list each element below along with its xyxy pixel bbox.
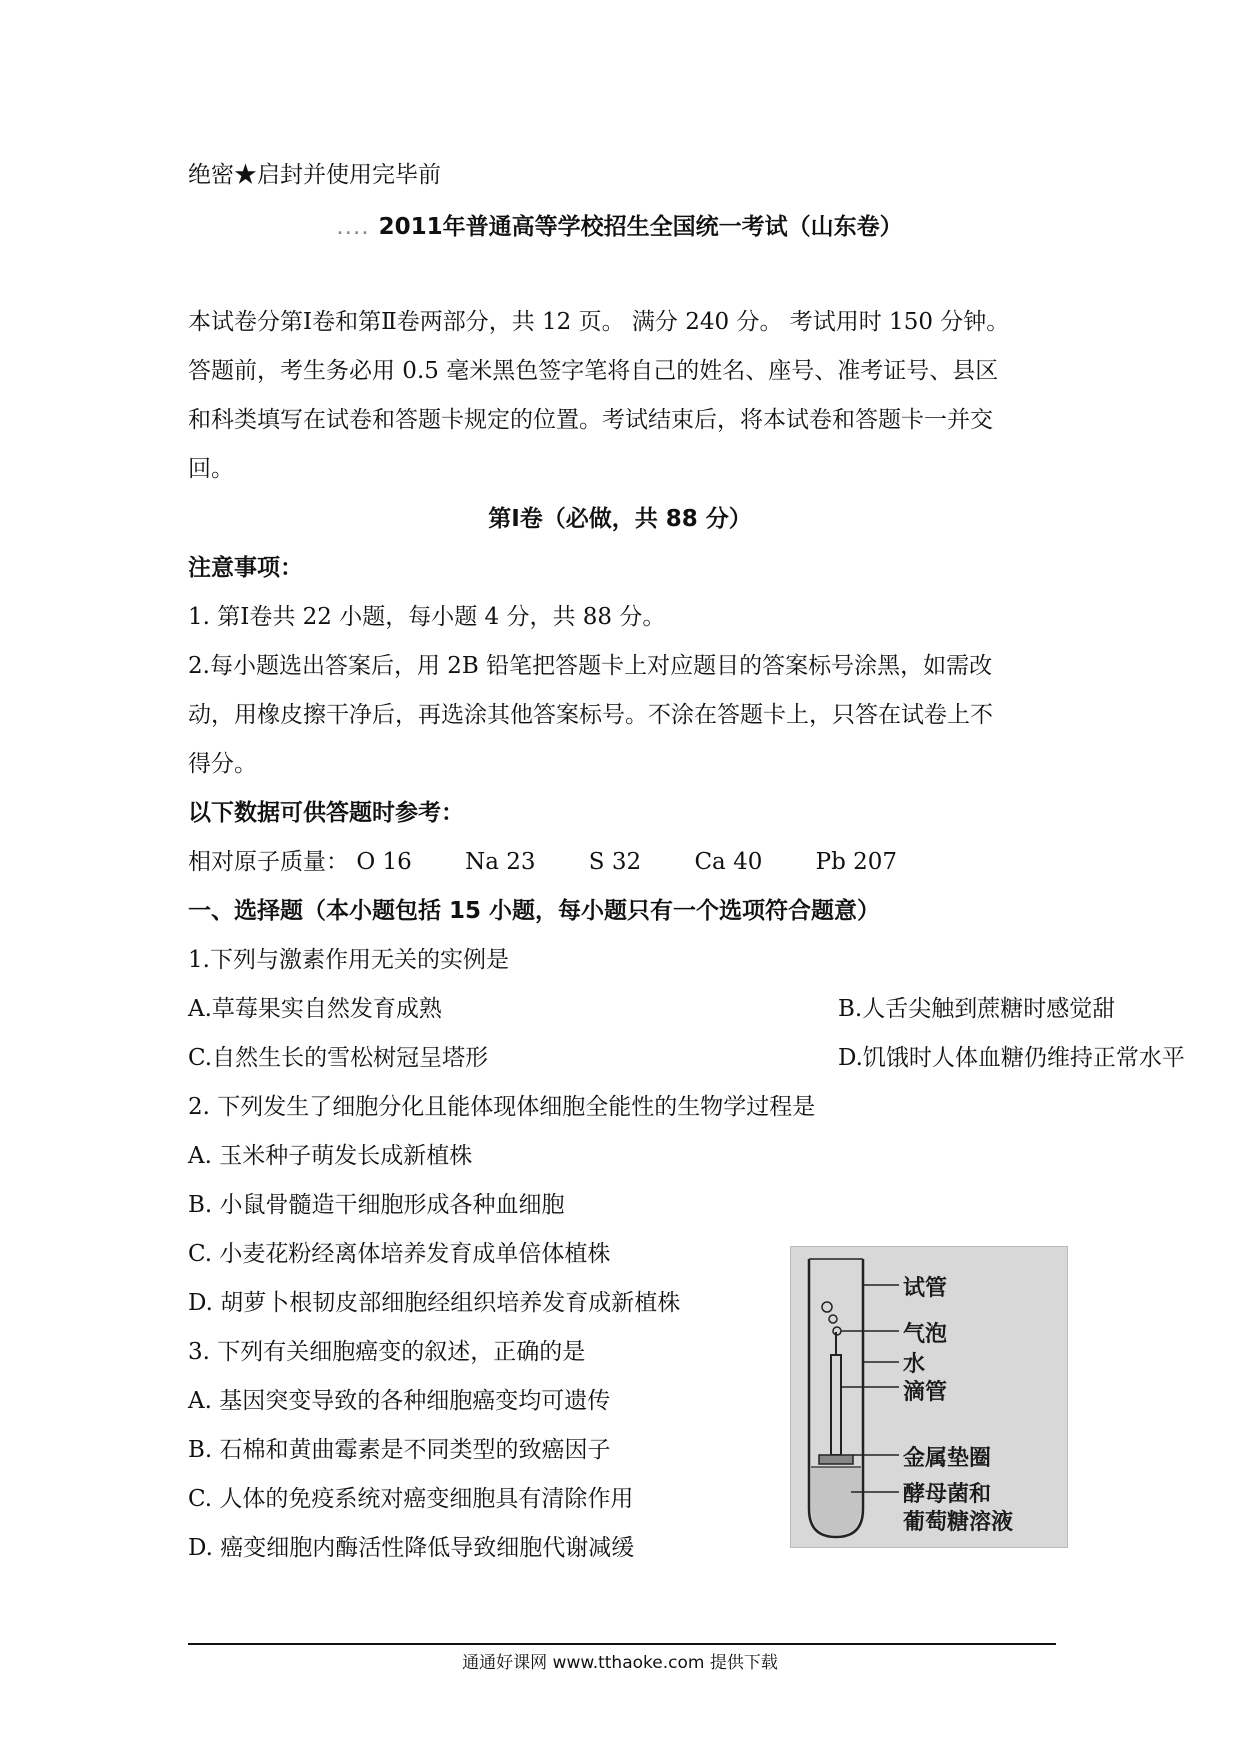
option-b: B. 小鼠骨髓造干细胞形成各种血细胞 — [188, 1192, 565, 1218]
exam-title — [0, 212, 1240, 245]
atomic-mass: Ca 40 — [694, 849, 763, 875]
atomic-mass: Na 23 — [465, 849, 536, 875]
notes-line: 2.每小题选出答案后，用 2B 铅笔把答题卡上对应题目的答案标号涂黑，如需改 — [188, 653, 993, 679]
reference-heading: 以下数据可供答题时参考： — [188, 800, 464, 826]
option-d: D.饥饿时人体血糖仍维持正常水平 — [838, 1045, 1185, 1071]
notes-line: 动，用橡皮擦干净后，再选涂其他答案标号。不涂在答题卡上，只答在试卷上不 — [188, 702, 993, 728]
question-stem: 1.下列与激素作用无关的实例是 — [188, 947, 509, 973]
intro-line: 答题前，考生务必用 0.5 毫米黑色签字笔将自己的姓名、座号、准考证号、县区 — [188, 358, 999, 384]
option-a: A.草莓果实自然发育成熟 — [188, 996, 442, 1022]
option-b: B. 石棉和黄曲霉素是不同类型的致癌因子 — [188, 1437, 611, 1463]
atomic-mass: S 32 — [588, 849, 642, 875]
label-ring: 金属垫圈 — [903, 1446, 992, 1471]
option-row — [188, 1043, 1185, 1073]
reference-line — [188, 847, 897, 877]
label-bubble: 气泡 — [903, 1322, 948, 1347]
option-c: C.自然生长的雪松树冠呈塔形 — [188, 1045, 489, 1071]
footer-text: 通通好课网 www.tthaoke.com 提供下载 — [462, 1653, 778, 1673]
label-water: 水 — [903, 1352, 926, 1377]
option-d: D. 胡萝卜根韧皮部细胞经组织培养发育成新植株 — [188, 1290, 681, 1316]
option-d: D. 癌变细胞内酶活性降低导致细胞代谢减缓 — [188, 1535, 635, 1561]
label-solution: 葡萄糖溶液 — [903, 1510, 1014, 1535]
option-c: C. 小麦花粉经离体培养发育成单倍体植株 — [188, 1241, 611, 1267]
exam-title-text: 2011年普通高等学校招生全国统一考试（山东卷） — [378, 214, 903, 240]
atomic-mass: O 16 — [356, 849, 412, 875]
notes-line: 得分。 — [188, 751, 257, 777]
test-tube-figure — [790, 1246, 1068, 1548]
reference-label: 相对原子质量： — [188, 849, 349, 875]
atomic-mass: Pb 207 — [815, 849, 898, 875]
option-b: B.人舌尖触到蔗糖时感觉甜 — [838, 996, 1116, 1022]
section-title: 第Ⅰ卷（必做，共 88 分） — [488, 506, 752, 532]
notes-line: 1. 第Ⅰ卷共 22 小题，每小题 4 分，共 88 分。 — [188, 604, 666, 630]
option-a: A. 玉米种子萌发长成新植株 — [188, 1143, 473, 1169]
option-row — [188, 994, 1116, 1024]
secret-label: 绝密★启封并使用完毕前 — [188, 162, 441, 188]
option-c: C. 人体的免疫系统对癌变细胞具有清除作用 — [188, 1486, 634, 1512]
option-a: A. 基因突变导致的各种细胞癌变均可遗传 — [188, 1388, 611, 1414]
notes-heading: 注意事项： — [188, 555, 303, 581]
label-tube: 试管 — [903, 1276, 948, 1301]
question-stem: 3. 下列有关细胞癌变的叙述，正确的是 — [188, 1339, 586, 1365]
question-stem: 2. 下列发生了细胞分化且能体现体细胞全能性的生物学过程是 — [188, 1094, 816, 1120]
intro-line: 回。 — [188, 456, 234, 482]
intro-line: 本试卷分第Ⅰ卷和第Ⅱ卷两部分，共 12 页。 满分 240 分。 考试用时 150 分钟。 — [188, 309, 1010, 335]
footer-divider — [188, 1643, 1056, 1645]
label-solution: 酵母菌和 — [903, 1482, 992, 1507]
label-dropper: 滴管 — [903, 1380, 948, 1405]
part-title: 一、选择题（本小题包括 15 小题，每小题只有一个选项符合题意） — [188, 898, 881, 924]
intro-line: 和科类填写在试卷和答题卡规定的位置。考试结束后，将本试卷和答题卡一并交 — [188, 407, 993, 433]
decorative-dots: .... — [337, 222, 371, 238]
